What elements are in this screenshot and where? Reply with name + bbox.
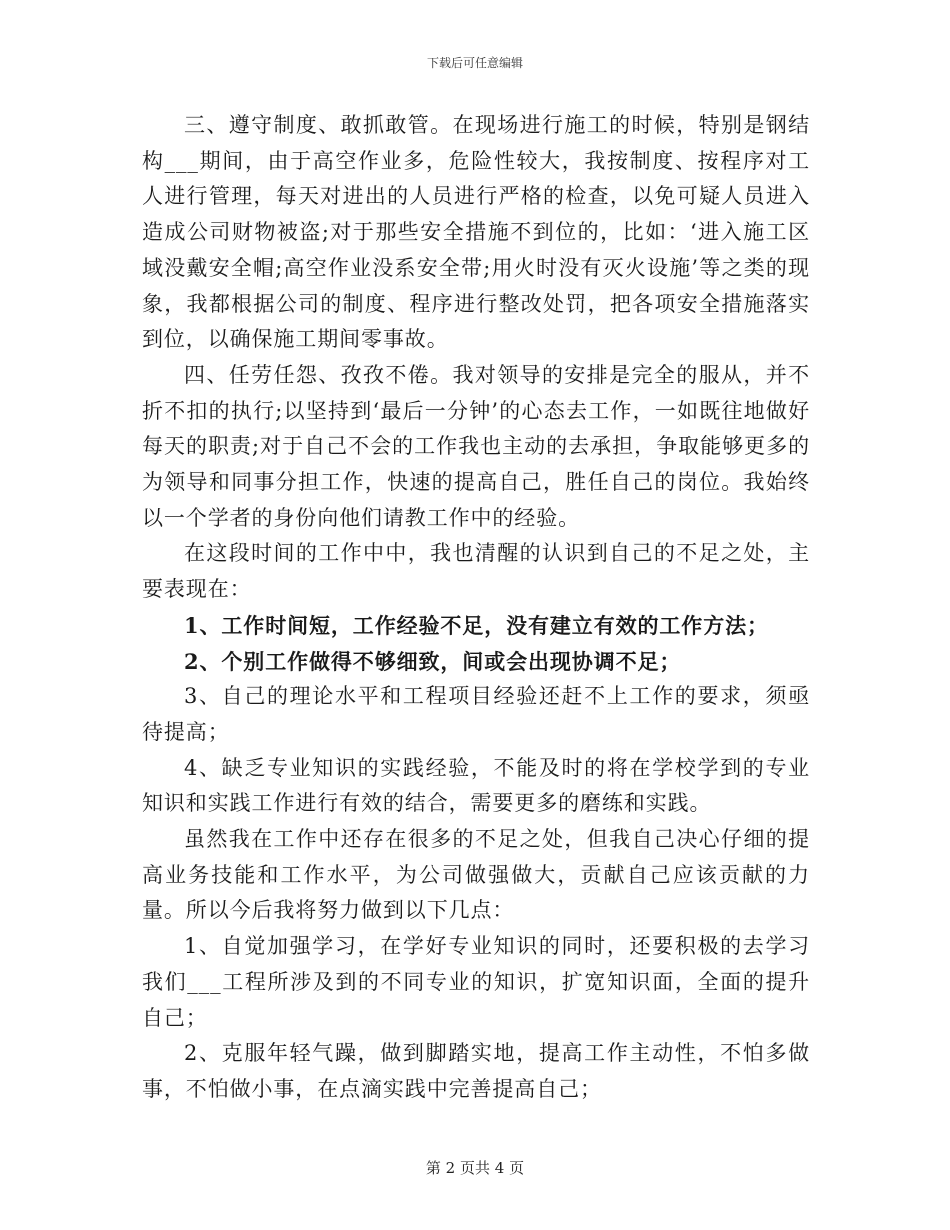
list-item-shortcoming-4: 4、缺乏专业知识的实践经验，不能及时的将在学校学到的专业知识和实践工作进行有效的结合，需要更多的磨练和实践。	[142, 755, 810, 816]
document-body	[142, 108, 810, 1108]
paragraph-plan-intro: 虽然我在工作中还存在很多的不足之处，但我自己决心仔细的提高业务技能和工作水平，为公司做强做大，贡献自己应该贡献的力量。所以今后我将努力做到以下几点：	[142, 827, 810, 923]
list-item-shortcoming-3: 3、自己的理论水平和工程项目经验还赶不上工作的要求，须亟待提高；	[142, 684, 810, 744]
paragraph-diligence: 四、任劳任怨、孜孜不倦。我对领导的安排是完全的服从，并不折不扣的执行;以坚持到‘最后一分钟’的心态去工作，一如既往地做好每天的职责;对于自己不会的工作我也主动的去承担，争取能够更多的为领导和同事分担工作，快速的提高自己，胜任自己的岗位。我始终以一个学者的身份向他们请教工作中的经验。	[142, 362, 810, 530]
page-header: 下载后可任意编辑	[426, 56, 523, 70]
list-item-shortcoming-2: 2、个别工作做得不够细致，间或会出现协调不足；	[184, 648, 682, 674]
list-item-plan-2: 2、克服年轻气躁，做到脚踏实地，提高工作主动性，不怕多做事，不怕做小事，在点滴实践中完善提高自己；	[142, 1041, 810, 1101]
list-item-plan-1: 1、自觉加强学习，在学好专业知识的同时，还要积极的去学习我们___工程所涉及到的不同专业的知识，扩宽知识面，全面的提升自己；	[142, 934, 810, 1030]
page-number: 第 2 页共 4 页	[425, 1159, 525, 1177]
paragraph-compliance: 三、遵守制度、敢抓敢管。在现场进行施工的时候，特别是钢结构___期间，由于高空作业多，危险性较大，我按制度、按程序对工人进行管理，每天对进出的人员进行严格的检查，以免可疑人员进入造成公司财物被盗;对于那些安全措施不到位的，比如：‘进入施工区域没戴安全帽;高空作业没系安全带;用火时没有灭火设施’等之类的现象，我都根据公司的制度、程序进行整改处罚，把各项安全措施落实到位，以确保施工期间零事故。	[142, 113, 810, 352]
list-item-shortcoming-1: 1、工作时间短，工作经验不足，没有建立有效的工作方法；	[184, 612, 769, 638]
paragraph-shortcomings-intro: 在这段时间的工作中中，我也清醒的认识到自己的不足之处，主要表现在：	[142, 541, 810, 602]
